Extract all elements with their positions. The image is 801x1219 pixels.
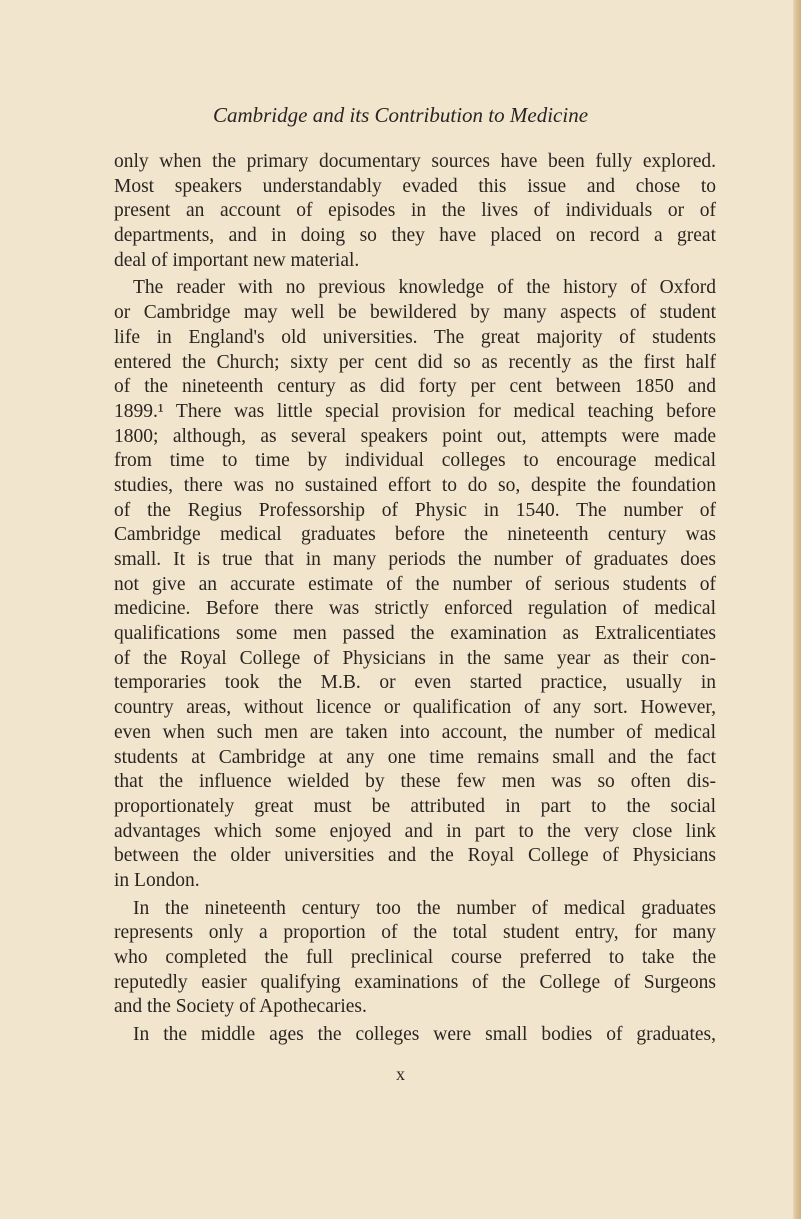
text-line: 1899.¹ There was little special provision for medical teaching before <box>114 400 716 422</box>
text-line: medicine. Before there was strictly enforced regulation of medical <box>114 598 716 620</box>
running-header: Cambridge and its Contribution to Medicine <box>212 103 589 127</box>
text-line: who completed the full preclinical course preferred to take the <box>114 947 716 968</box>
text-line: or Cambridge may well be bewildered by many aspects of student <box>114 302 716 324</box>
text-line: departments, and in doing so they have placed on record a great <box>114 225 716 247</box>
text-line: only when the primary documentary sources have been fully explored. <box>114 151 716 172</box>
text-line: Cambridge medical graduates before the nineteenth century was <box>114 524 716 546</box>
text-line: proportionately great must be attributed in part to the social <box>114 795 716 817</box>
text-line: from time to time by individual colleges to encourage medical <box>114 450 716 472</box>
text-line: between the older universities and the Royal College of Physicians <box>114 845 716 867</box>
text-line: not give an accurate estimate of the number of serious students of <box>114 573 716 595</box>
page-number: x <box>396 1064 405 1084</box>
text-line: reputedly easier qualifying examinations of the College of Surgeons <box>114 971 716 993</box>
text-line: studies, there was no sustained effort to do so, despite the foundation <box>114 474 716 496</box>
text-line: In the middle ages the colleges were small bodies of graduates, <box>133 1024 716 1046</box>
text-line: advantages which some enjoyed and in part to the very close link <box>114 820 716 842</box>
text-line: life in England's old universities. The great majority of students <box>114 326 716 348</box>
text-line: represents only a proportion of the total student entry, for many <box>114 922 716 944</box>
text-line: students at Cambridge at any one time remains small and the fact <box>114 746 716 768</box>
text-line: Most speakers understandably evaded this issue and chose to <box>114 175 716 197</box>
text-line: qualifications some men passed the examination as Extralicentiates <box>114 623 716 645</box>
body-text <box>114 150 716 1048</box>
text-line: of the Royal College of Physicians in the same year as their con- <box>114 647 716 669</box>
text-line: even when such men are taken into account, the number of medical <box>114 721 716 743</box>
text-line: that the influence wielded by these few men was so often dis- <box>114 771 716 793</box>
text-line: of the Regius Professorship of Physic in 1540. The number of <box>114 499 716 521</box>
text-line: In the nineteenth century too the number of medical graduates <box>133 897 716 919</box>
text-line: country areas, without licence or qualification of any sort. However, <box>114 697 716 719</box>
text-line: of the nineteenth century as did forty per cent between 1850 and <box>114 376 716 398</box>
text-line: in London. <box>114 869 200 891</box>
text-line: 1800; although, as several speakers point out, attempts were made <box>114 425 716 447</box>
text-line: small. It is true that in many periods the number of graduates does <box>114 549 716 570</box>
text-line: temporaries took the M.B. or even started practice, usually in <box>114 672 716 694</box>
text-line: and the Society of Apothecaries. <box>114 996 367 1018</box>
text-line: entered the Church; sixty per cent did so as recently as the first half <box>114 351 716 373</box>
text-line: deal of important new material. <box>114 249 360 271</box>
text-line: The reader with no previous knowledge of the history of Oxford <box>133 277 716 299</box>
page-edge <box>793 0 801 1219</box>
text-line: present an account of episodes in the lives of individuals or of <box>114 200 716 222</box>
